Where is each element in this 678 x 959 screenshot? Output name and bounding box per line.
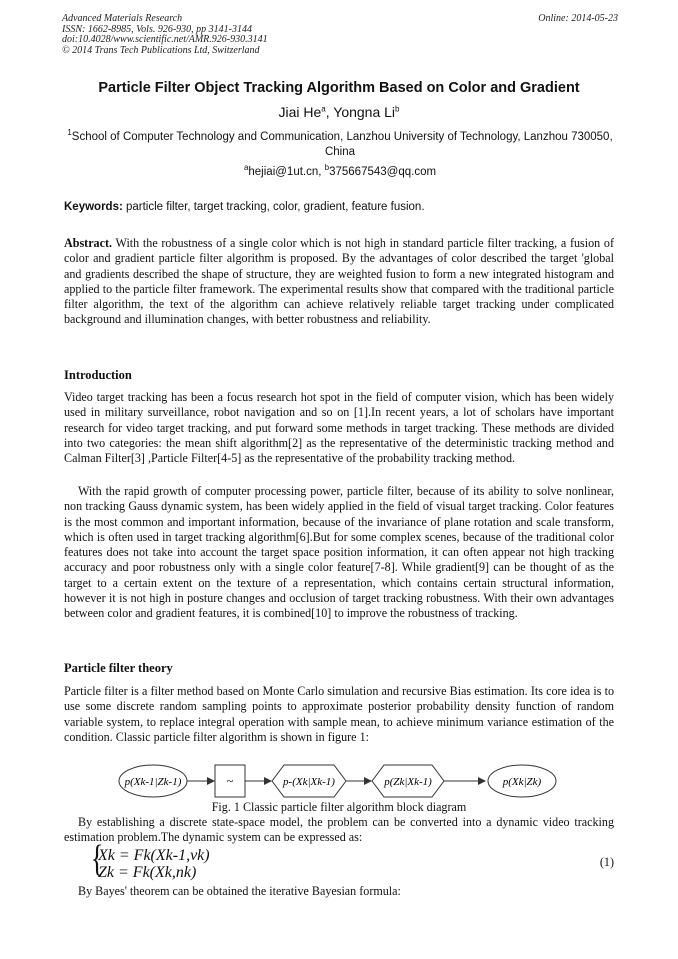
email-superscript: a xyxy=(243,163,249,173)
online-date: Online: 2014-05-23 xyxy=(538,13,618,24)
affiliation xyxy=(62,130,618,160)
author-list xyxy=(40,104,638,120)
email-link[interactable]: hejiai@1ut.cn, xyxy=(248,166,325,178)
paragraph: With the rapid growth of computer processing power, particle filter, because of its ability to solve nonlinear, non tracking Gauss dynamic system, has been widely applied in the field of visual target tracking. Color features is the most common and important information, because of the invariance of plane rotation and scale transform, which is often used in target tracking algorithm[6].But for some complex scenes, because of the traditional color features does not take into account the target space position information, it can often appear not high tracking accuracy and poor robustness only with a single color feature[7-8]. While gradient[9] can be thought of as the target to a certain extent on the texture of a representation, which contains certain structural information, however it is not high in posture changes and occlusion of target tracking robustness. With their own advantages between color and gradient features, it is combined[10] to improve the robustness of tracking. xyxy=(64,484,614,621)
keywords-label: Keywords: xyxy=(64,201,123,213)
author-name: Yongna Li xyxy=(333,104,396,120)
keywords xyxy=(64,201,616,213)
keywords-text: particle filter, target tracking, color, gradient, feature fusion. xyxy=(122,201,425,213)
email-superscript: b xyxy=(324,163,330,173)
author-name: Jiai He xyxy=(278,104,322,120)
author-superscript: a xyxy=(321,104,326,114)
affiliation-superscript: 1 xyxy=(67,128,72,138)
equation-brace: { xyxy=(90,838,104,880)
diagram-node-label: p(Xk-1|Zk-1) xyxy=(124,776,182,788)
section-heading-particle-filter-theory: Particle filter theory xyxy=(64,661,173,675)
doi-line: doi:10.4028/www.scientific.net/AMR.926-930.3141 xyxy=(62,34,268,45)
paragraph: Video target tracking has been a focus research hot spot in the field of computer vision, which has been widely used in military surveillance, robot navigation and so on [1].In recent years, a lot of scholars have important research for video target tracking, and put forward some methods in target tracking. These methods are divided into two categories: the mean shift algorithm[2] as the representative of the deterministic tracking method and Calman Filter[3] ,Particle Filter[4-5] as the representative of the probability tracking method. xyxy=(64,390,614,466)
author-emails xyxy=(62,163,618,178)
diagram-node-label: p(Zk|Xk-1) xyxy=(384,776,432,788)
equation-block xyxy=(82,838,622,882)
abstract-label: Abstract. xyxy=(64,236,113,250)
diagram-node-label: p-(Xk|Xk-1) xyxy=(283,776,335,788)
issn-line: ISSN: 1662-8985, Vols. 926-930, pp 3141-3144 xyxy=(62,23,252,35)
affiliation-text: School of Computer Technology and Communication, Lanzhou University of Technology, Lanzhou 730050, China xyxy=(71,131,613,158)
email-link[interactable]: 375667543@qq.com xyxy=(329,166,437,178)
figure-caption: Fig. 1 Classic particle filter algorithm block diagram xyxy=(211,800,467,814)
paragraph: By Bayes' theorem can be obtained the iterative Bayesian formula: xyxy=(78,884,401,898)
paragraph: Particle filter is a filter method based on Monte Carlo simulation and recursive Bias estimation. Its core idea is to use some discrete random sampling points to approximate posterior probability density function of random variable system, to replace integral operation with sample mean, to achieve minimum variance estimation of the condition. Classic particle filter algorithm is shown in figure 1: xyxy=(64,684,614,744)
author-superscript: b xyxy=(395,104,400,114)
abstract xyxy=(64,236,614,328)
paper-title: Particle Filter Object Tracking Algorithm Based on Color and Gradient xyxy=(98,80,580,96)
equation-number: (1) xyxy=(599,855,614,869)
author-separator: , xyxy=(325,104,334,120)
copyright-line: © 2014 Trans Tech Publications Ltd, Switzerland xyxy=(62,44,260,56)
equation-line: Xk = Fk(Xk-1,vk) xyxy=(98,847,210,864)
equation-line: Zk = Fk(Xk,nk) xyxy=(98,864,197,881)
diagram-node-label: p(Xk|Zk) xyxy=(502,776,542,788)
journal-header xyxy=(62,14,618,56)
paragraph: By establishing a discrete state-space model, the problem can be converted into a dynamic video tracking estimation problem.The dynamic system can be expressed as: xyxy=(64,815,614,845)
diagram-node-label: ~ xyxy=(226,774,234,788)
journal-name: Advanced Materials Research xyxy=(62,13,183,24)
abstract-text: With the robustness of a single color which is not high in standard particle filter tracking, a fusion of color and gradient particle filter algorithm is proposed. By the advantages of color described the target 'global and gradients described the shape of structure, they are weighted fusion to form a new integrated histogram and applied to the particle filter framework. The experimental results show that compared with the traditional particle filter algorithm, the text of the algorithm can achieve relatively reliable target tracking under complicated background and illumination changes, with better robustness and reliability. xyxy=(64,236,614,327)
block-diagram xyxy=(118,762,560,800)
section-heading-introduction: Introduction xyxy=(64,368,132,382)
